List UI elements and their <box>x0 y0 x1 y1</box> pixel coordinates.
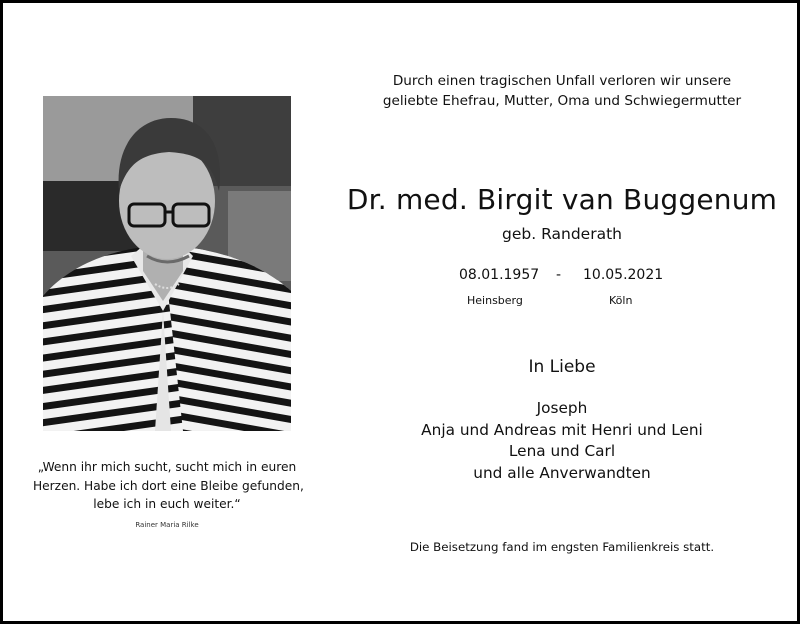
maiden-name: geb. Randerath <box>502 225 622 243</box>
intro-line-2: geliebte Ehefrau, Mutter, Oma und Schwiegermutter <box>382 93 742 109</box>
mourner-line: Anja und Andreas mit Henri und Leni <box>421 420 703 439</box>
quote-line-2: Herzen. Habe ich dort eine Bleibe gefunden, <box>33 478 304 493</box>
death-date: 10.05.2021 <box>583 267 664 283</box>
intro-text <box>333 71 791 111</box>
closing-phrase: In Liebe <box>528 357 596 377</box>
intro-line-1: Durch einen tragischen Unfall verloren wir unsere <box>392 73 732 89</box>
mourner-line: Joseph <box>536 399 588 417</box>
date-separator: - <box>556 267 562 283</box>
rilke-quote <box>33 458 304 514</box>
birth-place: Heinsberg <box>467 294 523 307</box>
birth-date: 08.01.1957 <box>459 267 540 283</box>
mourners-list <box>333 398 791 484</box>
mourner-line: Lena und Carl <box>508 442 616 460</box>
deceased-name: Dr. med. Birgit van Buggenum <box>346 183 778 216</box>
quote-line-1: „Wenn ihr mich sucht, sucht mich in euren <box>37 460 297 474</box>
quote-line-3: lebe ich in euch weiter.“ <box>93 497 241 511</box>
portrait-photo <box>43 96 291 431</box>
death-place: Köln <box>609 294 633 307</box>
quote-author: Rainer Maria Rilke <box>135 521 199 529</box>
burial-note: Die Beisetzung fand im engsten Familienkreis statt. <box>409 540 715 554</box>
mourner-line: und alle Anverwandten <box>473 463 651 482</box>
